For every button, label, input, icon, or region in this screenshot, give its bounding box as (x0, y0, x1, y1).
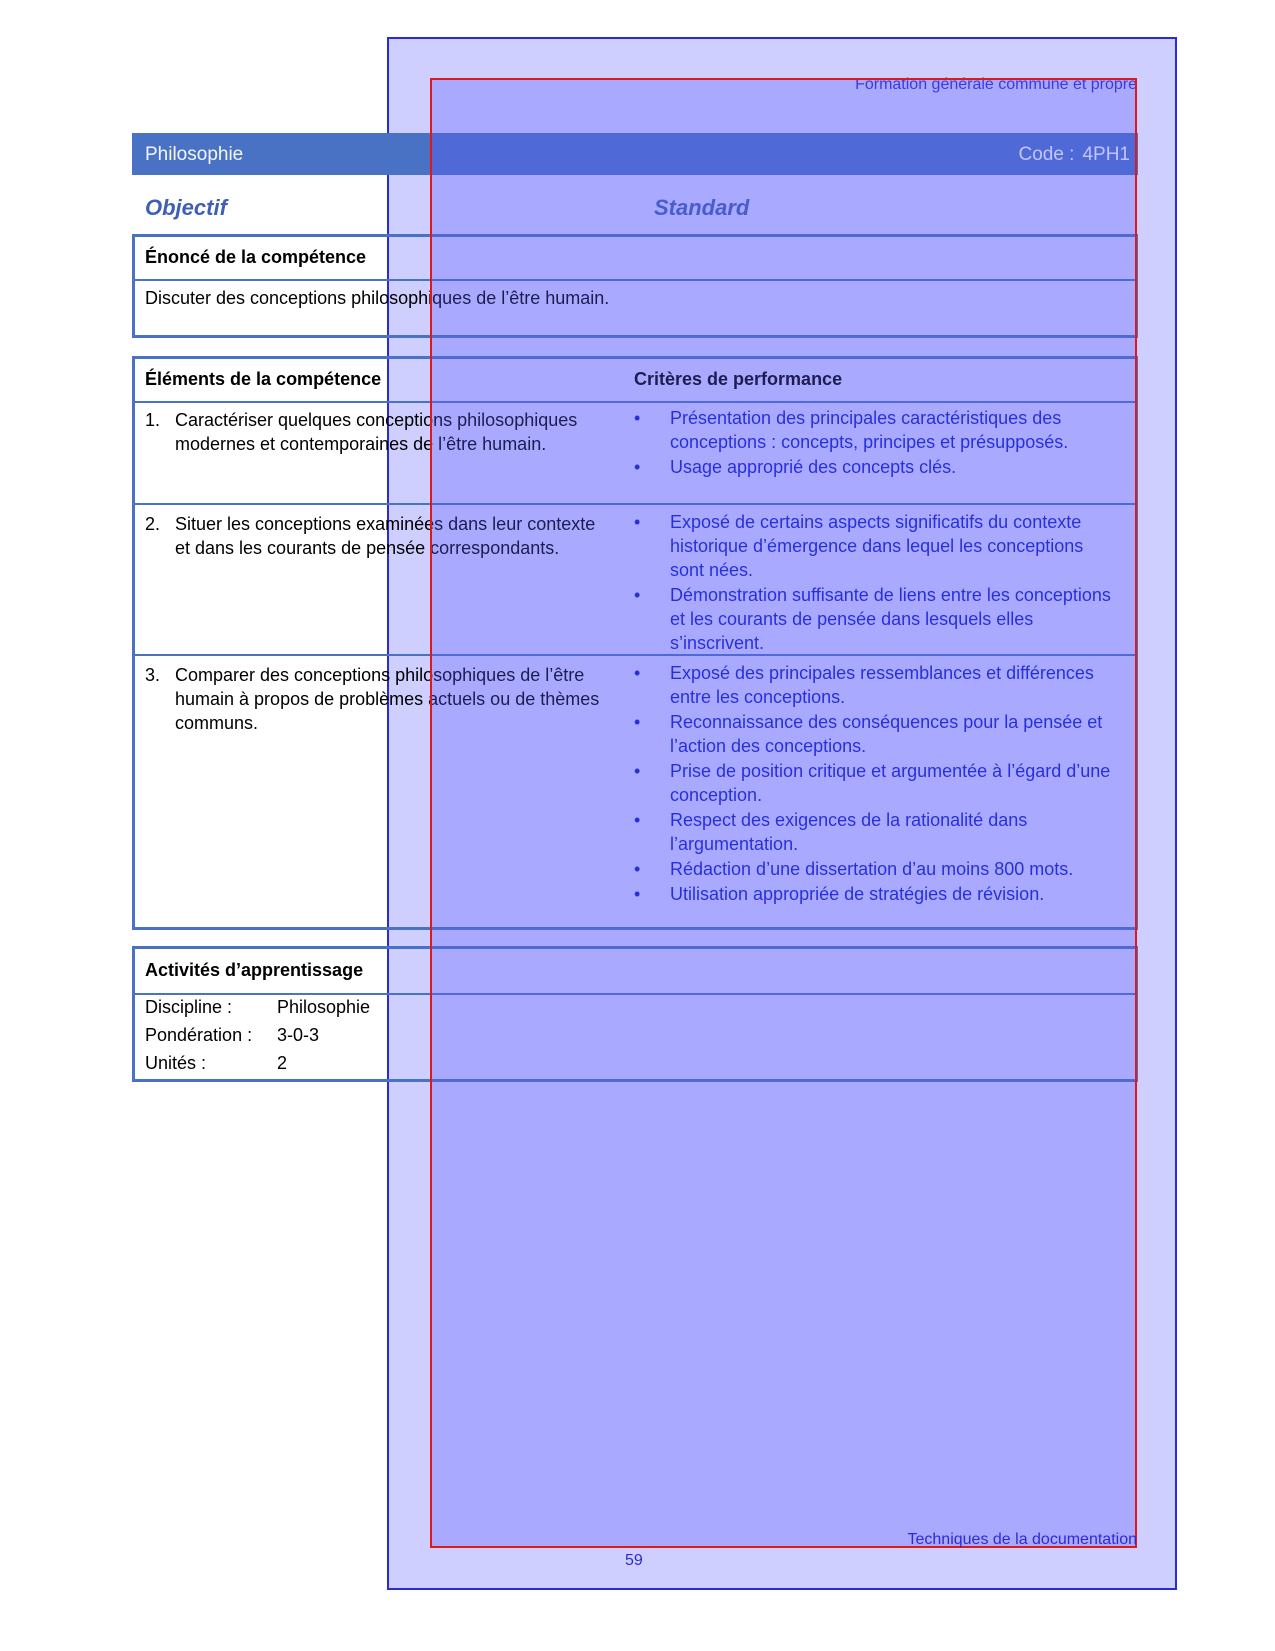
criterion: • Démonstration suffisante de liens entre les conceptions et les courants de pensée dans lesquels elles s’inscrivent. (634, 583, 1114, 655)
element-text: Comparer des conceptions philosophiques de l’être humain à propos de problèmes actuels ou de thèmes communs. (175, 665, 600, 733)
criterion: • Exposé de certains aspects significatifs du contexte historique d’émergence dans lequel les conceptions sont nées. (634, 510, 1114, 582)
criterion: • Rédaction d’une dissertation d’au moins 800 mots. (634, 857, 1114, 881)
discipline-value: Philosophie (277, 997, 371, 1017)
criterion: • Exposé des principales ressemblances et différences entre les conceptions. (634, 661, 1114, 709)
element-number: 1. (145, 410, 161, 430)
page-number: 59 (625, 1552, 643, 1569)
criterion: • Reconnaissance des conséquences pour la pensée et l’action des conceptions. (634, 710, 1114, 758)
elements-heading: Éléments de la compétence (145, 369, 382, 389)
units-label: Unités : (145, 1053, 207, 1073)
criterion: • Prise de position critique et argumentée à l’égard d’une conception. (634, 759, 1114, 807)
element-text: Caractériser quelques conceptions philosophiques modernes et contemporaines de l’être humain. (175, 410, 578, 454)
criterion: • Utilisation appropriée de stratégies de révision. (634, 882, 1114, 906)
weighting-value: 3-0-3 (277, 1025, 320, 1045)
criterion: • Respect des exigences de la rationalité dans l’argumentation. (634, 808, 1114, 856)
activities-heading: Activités d’apprentissage (145, 960, 364, 980)
objective-label: Objectif (145, 195, 227, 220)
weighting-row (145, 1025, 319, 1046)
code-value: 4PH1 (1082, 144, 1130, 165)
subject-title: Philosophie (145, 144, 244, 165)
criterion: • Présentation des principales caractéristiques des conceptions : concepts, principes et présupposés. (634, 406, 1114, 454)
header-program: Formation générale commune et propre (855, 76, 1137, 93)
criterion: • Usage approprié des concepts clés. (634, 455, 1114, 479)
competence-text: Discuter des conceptions philosophiques de l’être humain. (145, 288, 610, 308)
code-label: Code : (1018, 144, 1075, 165)
standard-label: Standard (654, 195, 750, 220)
competence-heading: Énoncé de la compétence (145, 247, 367, 267)
element-number: 2. (145, 514, 161, 534)
units-row (145, 1053, 287, 1074)
units-value: 2 (277, 1053, 288, 1073)
element-text: Situer les conceptions examinées dans leur contexte et dans les courants de pensée correspondants. (175, 514, 596, 558)
footer-program: Techniques de la documentation (907, 1531, 1137, 1548)
element-number: 3. (145, 665, 161, 685)
discipline-label: Discipline : (145, 997, 233, 1017)
discipline-row (145, 997, 370, 1018)
weighting-label: Pondération : (145, 1025, 253, 1045)
inner-highlight-region (430, 78, 1137, 1548)
criteria-heading: Critères de performance (634, 369, 843, 389)
